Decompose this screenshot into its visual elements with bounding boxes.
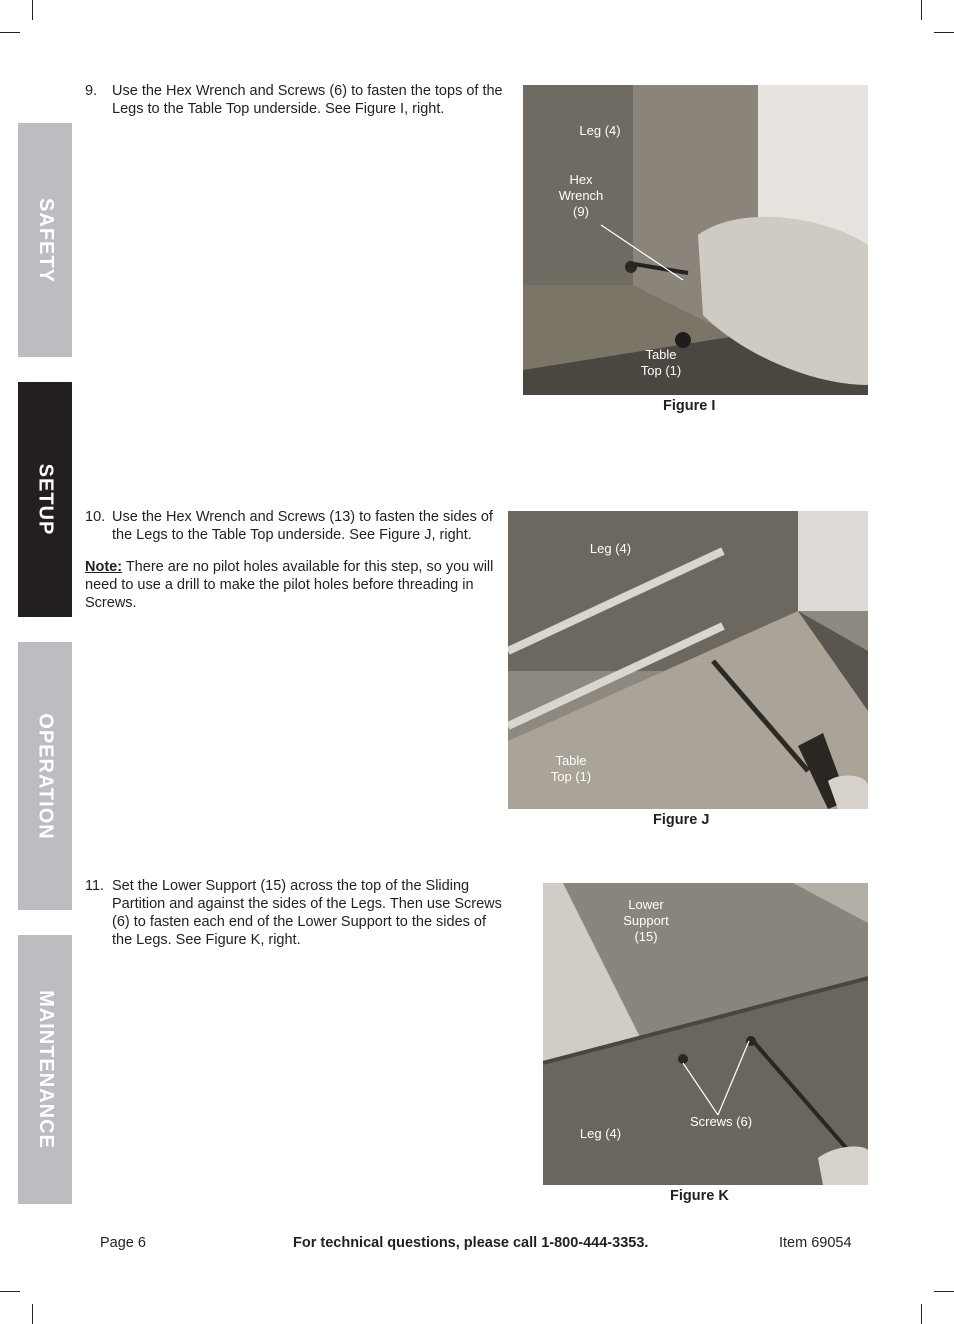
crop-mark bbox=[0, 1291, 20, 1292]
step-number: 11. bbox=[85, 878, 105, 894]
tab-maintenance bbox=[18, 935, 72, 1204]
tech-support-line: For technical questions, please call 1-800-444-3353. bbox=[293, 1235, 649, 1251]
label-table-top: Table Top (1) bbox=[640, 347, 682, 378]
step-number: 9. bbox=[85, 83, 98, 99]
crop-mark bbox=[921, 0, 922, 20]
crop-mark bbox=[32, 1304, 33, 1324]
figure-j-caption: Figure J bbox=[653, 812, 710, 828]
tab-label: MAINTENANCE bbox=[34, 990, 57, 1149]
tab-label: OPERATION bbox=[34, 712, 57, 840]
label-leg: Leg (4) bbox=[579, 1126, 622, 1141]
label-table-top: Table Top (1) bbox=[550, 753, 592, 784]
page-number: Page 6 bbox=[100, 1235, 146, 1251]
figure-i-photo bbox=[523, 85, 868, 395]
step-11 bbox=[85, 877, 505, 949]
step-text: Use the Hex Wrench and Screws (13) to fasten the sides of the Legs to the Table Top underside. See Figure J, right. bbox=[112, 509, 493, 543]
label-screws: Screws (6) bbox=[689, 1114, 753, 1129]
crop-mark bbox=[32, 0, 33, 20]
figure-j-photo bbox=[508, 511, 868, 809]
tab-label: SETUP bbox=[34, 463, 57, 536]
step-10 bbox=[85, 508, 508, 544]
step-text: Set the Lower Support (15) across the top of the Sliding Partition and against the sides of the Legs. Then use Screws (6) to fasten each end of the Lower Support to the sides of the Legs. See Figure K, right. bbox=[112, 878, 502, 948]
label-leg: Leg (4) bbox=[579, 123, 621, 138]
label-hex-wrench: Hex Wrench (9) bbox=[558, 172, 604, 219]
crop-mark bbox=[934, 1291, 954, 1292]
step-text: Use the Hex Wrench and Screws (6) to fasten the tops of the Legs to the Table Top underside. See Figure I, right. bbox=[112, 83, 503, 117]
figure-i-caption: Figure I bbox=[663, 398, 716, 414]
item-number: Item 69054 bbox=[779, 1235, 852, 1251]
crop-mark bbox=[921, 1304, 922, 1324]
tab-safety bbox=[18, 123, 72, 357]
label-leg: Leg (4) bbox=[589, 541, 632, 556]
tab-operation bbox=[18, 642, 72, 910]
step-number: 10. bbox=[85, 509, 106, 525]
note-label: Note: bbox=[85, 559, 123, 575]
tab-setup bbox=[18, 382, 72, 617]
step-9 bbox=[85, 82, 517, 118]
crop-mark bbox=[934, 32, 954, 33]
crop-mark bbox=[0, 32, 20, 33]
figure-k-photo bbox=[543, 883, 868, 1185]
label-lower-support: Lower Support (15) bbox=[623, 897, 669, 944]
figure-k-caption: Figure K bbox=[670, 1188, 729, 1204]
note bbox=[85, 558, 505, 612]
tab-label: SAFETY bbox=[34, 197, 57, 283]
note-text: There are no pilot holes available for this step, so you will need to use a drill to make the pilot holes before threading in Screws. bbox=[85, 559, 494, 611]
